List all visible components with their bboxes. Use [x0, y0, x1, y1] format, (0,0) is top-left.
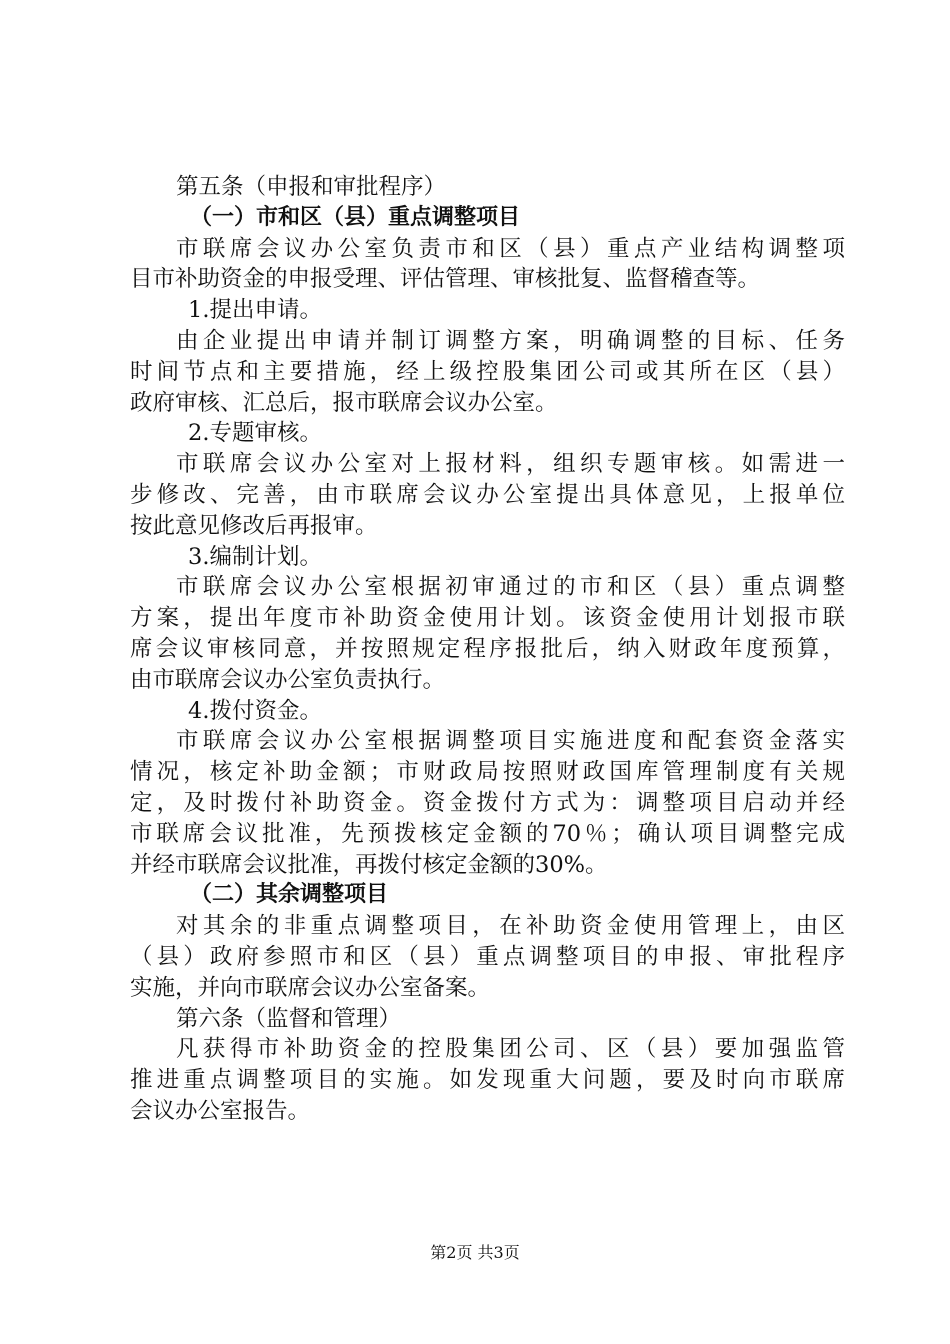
article-title	[130, 1004, 845, 1035]
step-item	[130, 418, 845, 449]
text-line: 目市补助资金的申报受理、评估管理、审核批复、监督稽查等。	[130, 266, 761, 293]
text-line: 第五条（申报和审批程序）	[176, 174, 447, 200]
section-heading	[130, 203, 845, 234]
text-line: 步修改、完善，由市联席会议办公室提出具体意见，上报单位	[130, 481, 845, 508]
text-line: 实施，并向市联席会议办公室备案。	[130, 974, 491, 1001]
text-line: 推进重点调整项目的实施。如发现重大问题，要及时向市联席	[130, 1067, 845, 1094]
text-line: 2.专题审核。	[188, 420, 322, 447]
text-line: 会议办公室报告。	[130, 1097, 311, 1124]
paragraph	[130, 449, 845, 541]
text-line: 按此意见修改后再报审。	[130, 512, 378, 539]
text-line: （县）政府参照市和区（县）重点调整项目的申报、审批程序	[130, 943, 845, 970]
text-line: 时间节点和主要措施，经上级控股集团公司或其所在区（县）	[130, 358, 845, 385]
text-line: 由企业提出申请并制订调整方案，明确调整的目标、任务	[176, 327, 845, 354]
article-title	[130, 172, 845, 203]
step-item	[130, 542, 845, 573]
text-line: 市联席会议办公室根据初审通过的市和区（县）重点调整	[176, 574, 845, 601]
page-footer: 第2页 共3页	[430, 1243, 520, 1262]
text-line: 市联席会议办公室根据调整项目实施进度和配套资金落实	[176, 728, 845, 755]
text-line: 3.编制计划。	[188, 543, 322, 570]
text-line: 情况，核定补助金额；市财政局按照财政国库管理制度有关规	[130, 759, 845, 786]
section-heading	[130, 880, 845, 911]
text-line: 市联席会议办公室对上报材料，组织专题审核。如需进一	[176, 451, 845, 478]
text-line: 政府审核、汇总后，报市联席会议办公室。	[130, 389, 558, 416]
step-item	[130, 295, 845, 326]
text-line: 第六条（监督和管理）	[176, 1005, 402, 1032]
paragraph	[130, 234, 845, 296]
text-line: 对其余的非重点调整项目，在补助资金使用管理上，由区	[176, 913, 845, 940]
paragraph	[130, 911, 845, 1003]
document-body	[130, 172, 845, 1127]
text-line: 由市联席会议办公室负责执行。	[130, 666, 446, 693]
text-line: （二）其余调整项目	[190, 882, 389, 908]
text-line: （一）市和区（县）重点调整项目	[190, 204, 521, 230]
paragraph	[130, 1034, 845, 1126]
text-line: 定，及时拨付补助资金。资金拨付方式为：调整项目启动并经	[130, 789, 845, 816]
text-line: 方案，提出年度市补助资金使用计划。该资金使用计划报市联	[130, 605, 845, 632]
paragraph	[130, 572, 845, 695]
paragraph	[130, 326, 845, 418]
paragraph	[130, 726, 845, 880]
text-line: 4.拨付资金。	[188, 697, 322, 724]
step-item	[130, 696, 845, 727]
text-line: 市联席会议批准，先预拨核定金额的70％；确认项目调整完成	[130, 820, 845, 847]
text-line: 1.提出申请。	[188, 297, 322, 324]
text-line: 市联席会议办公室负责市和区（县）重点产业结构调整项	[176, 235, 845, 262]
text-line: 席会议审核同意，并按照规定程序报批后，纳入财政年度预算，	[130, 635, 845, 662]
text-line: 并经市联席会议批准，再拨付核定金额的30%。	[130, 851, 608, 878]
text-line: 凡获得市补助资金的控股集团公司、区（县）要加强监管	[176, 1036, 845, 1063]
